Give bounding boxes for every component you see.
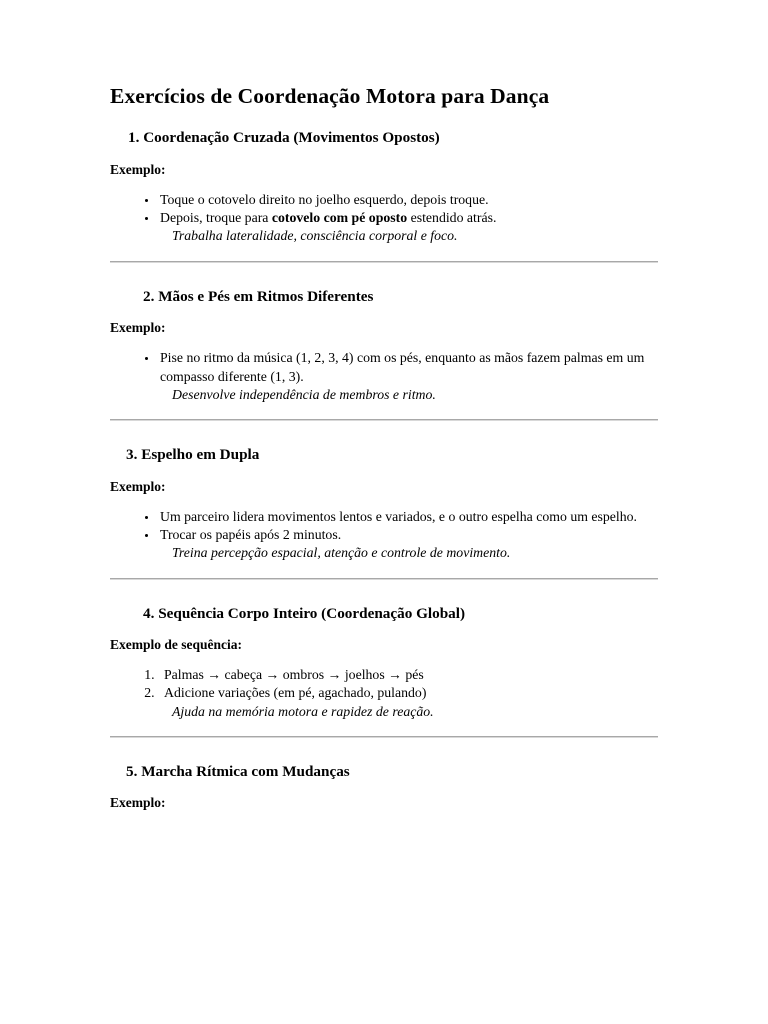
example-label-1: Exemplo: <box>110 161 166 177</box>
example-label-3: Exemplo: <box>110 478 166 494</box>
item-text: Palmas → cabeça → ombros → joelhos → pés <box>164 667 424 683</box>
item-text-after: estendido atrás. <box>407 210 497 226</box>
list-item <box>158 508 658 526</box>
item-text: Pise no ritmo da música (1, 2, 3, 4) com os pés, enquanto as mãos fazem palmas em um compasso diferente (1, 3). <box>160 350 645 384</box>
list-item <box>158 666 658 684</box>
section-2 <box>110 288 658 421</box>
exercise-list-3 <box>110 508 658 545</box>
section-note-4: Ajuda na memória motora e rapidez de reação. <box>172 703 434 719</box>
section-note-2: Desenvolve independência de membros e ritmo. <box>172 386 436 402</box>
section-note-1: Trabalha lateralidade, consciência corporal e foco. <box>172 228 458 244</box>
item-text: Um parceiro lidera movimentos lentos e variados, e o outro espelha como um espelho. <box>160 508 638 524</box>
item-text: Adicione variações (em pé, agachado, pulando) <box>164 685 427 701</box>
section-3 <box>110 446 658 579</box>
exercise-list-4 <box>110 666 658 703</box>
section-heading-5: 5. Marcha Rítmica com Mudanças <box>126 763 350 781</box>
list-item <box>158 349 658 386</box>
document-body <box>110 84 658 812</box>
list-item <box>158 684 658 702</box>
example-label-5: Exemplo: <box>110 795 166 811</box>
section-heading-1: 1. Coordenação Cruzada (Movimentos Opostos) <box>128 129 440 147</box>
example-label-4: Exemplo de sequência: <box>110 636 243 652</box>
section-5 <box>110 763 658 811</box>
exercise-list-1 <box>110 191 658 228</box>
section-heading-2: 2. Mãos e Pés em Ritmos Diferentes <box>143 287 374 305</box>
page-title: Exercícios de Coordenação Motora para Dança <box>110 84 550 108</box>
exercise-list-2 <box>110 349 658 386</box>
list-item <box>158 526 658 544</box>
section-4 <box>110 605 658 738</box>
item-text: Toque o cotovelo direito no joelho esquerdo, depois troque. <box>160 191 489 207</box>
item-text: Depois, troque para <box>160 210 272 226</box>
section-note-3: Treina percepção espacial, atenção e controle de movimento. <box>172 545 511 561</box>
item-text: Trocar os papéis após 2 minutos. <box>160 527 342 543</box>
section-heading-4: 4. Sequência Corpo Inteiro (Coordenação Global) <box>143 604 466 622</box>
list-item <box>158 209 658 227</box>
item-emphasis: cotovelo com pé oposto <box>271 210 408 226</box>
section-1 <box>110 129 658 262</box>
example-label-2: Exemplo: <box>110 320 166 336</box>
section-heading-3: 3. Espelho em Dupla <box>126 446 260 464</box>
list-item <box>158 191 658 209</box>
